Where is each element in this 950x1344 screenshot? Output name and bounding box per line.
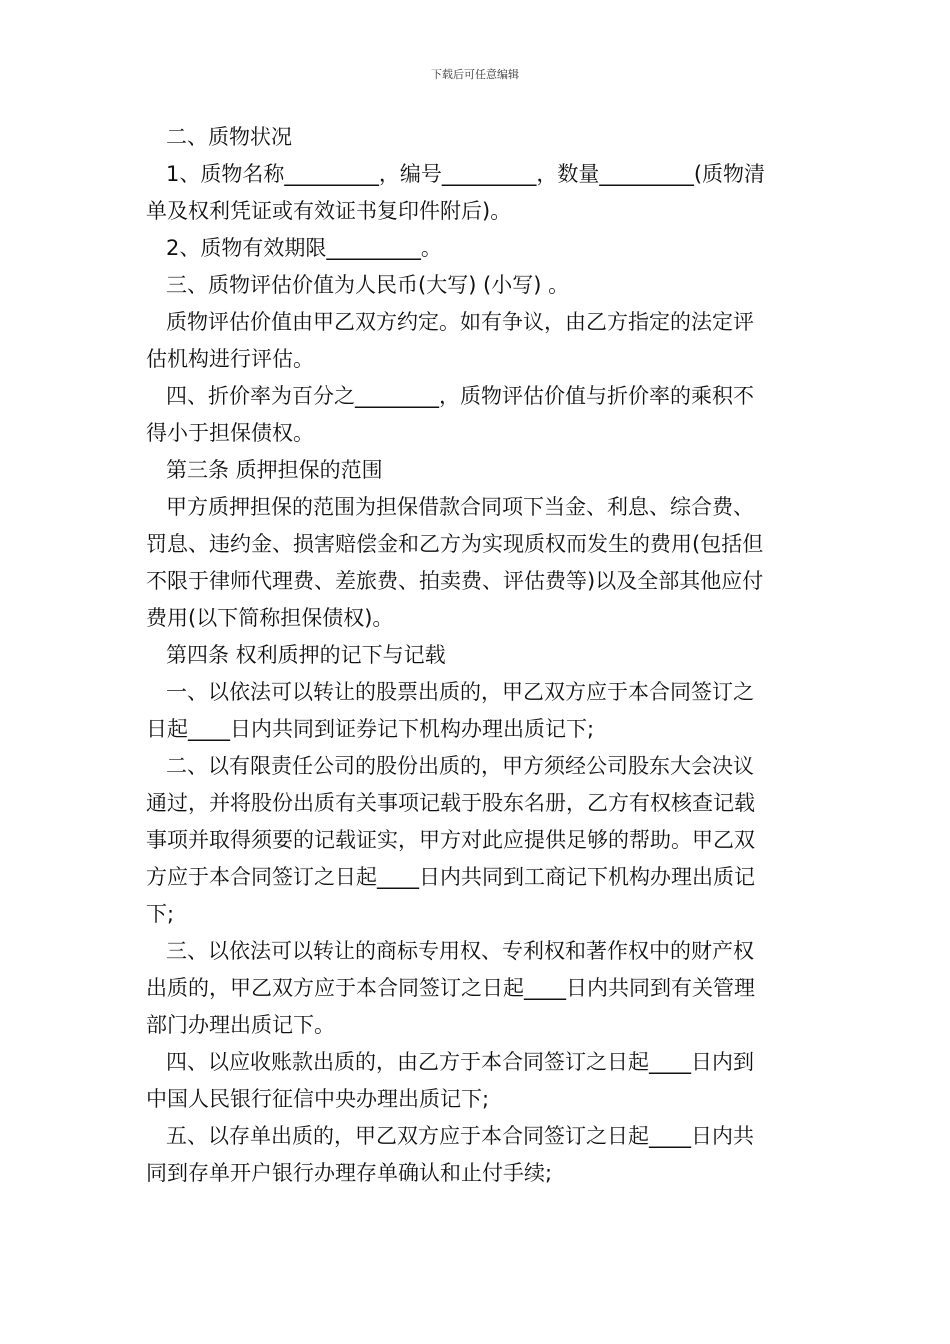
paragraph: 五、以存单出质的，甲乙双方应于本合同签订之日起____日内共 同到存单开户银行办理存单确认和止付手续; xyxy=(146,1124,754,1185)
paragraph: 一、以依法可以转让的股票出质的，甲乙双方应于本合同签订之 日起____日内共同到证券记下机构办理出质记下; xyxy=(146,680,754,741)
paragraph: 二、以有限责任公司的股份出质的，甲方须经公司股东大会决议 通过，并将股份出质有关事项记载于股东名册，乙方有权核查记载 事项并取得须要的记载证实，甲方对此应提供足够的帮助。甲乙双 方应于本合同签订之日起____日内共同到工商记下机构办理出质记 下; xyxy=(146,754,755,926)
page-header: 下载后可任意编辑 xyxy=(431,68,519,81)
paragraph: 四、折价率为百分之________，质物评估价值与折价率的乘积不 得小于担保债权。 xyxy=(146,384,754,445)
section-heading: 第三条 质押担保的范围 xyxy=(166,458,383,482)
paragraph: 四、以应收账款出质的，由乙方于本合同签订之日起____日内到 中国人民银行征信中央办理出质记下; xyxy=(146,1050,754,1111)
paragraph: 质物评估价值由甲乙双方约定。如有争议，由乙方指定的法定评 估机构进行评估。 xyxy=(146,310,754,371)
section-heading: 第四条 权利质押的记下与记载 xyxy=(166,643,446,667)
document-body xyxy=(146,119,806,1192)
paragraph: 2、质物有效期限_________。 xyxy=(166,236,442,260)
paragraph: 甲方质押担保的范围为担保借款合同项下当金、利息、综合费、 罚息、违约金、损害赔偿金和乙方为实现质权而发生的费用(包括但 不限于律师代理费、差旅费、拍卖费、评估费等)以及全部其他应付 费用(以下简称担保债权)。 xyxy=(146,495,764,630)
section-heading: 二、质物状况 xyxy=(166,125,292,149)
paragraph: 三、以依法可以转让的商标专用权、专利权和著作权中的财产权 出质的，甲乙双方应于本合同签订之日起____日内共同到有关管理 部门办理出质记下。 xyxy=(146,939,755,1037)
paragraph: 1、质物名称_________，编号_________，数量_________(质物清 单及权利凭证或有效证书复印件附后)。 xyxy=(146,162,766,223)
paragraph: 三、质物评估价值为人民币(大写) (小写) 。 xyxy=(166,273,570,297)
